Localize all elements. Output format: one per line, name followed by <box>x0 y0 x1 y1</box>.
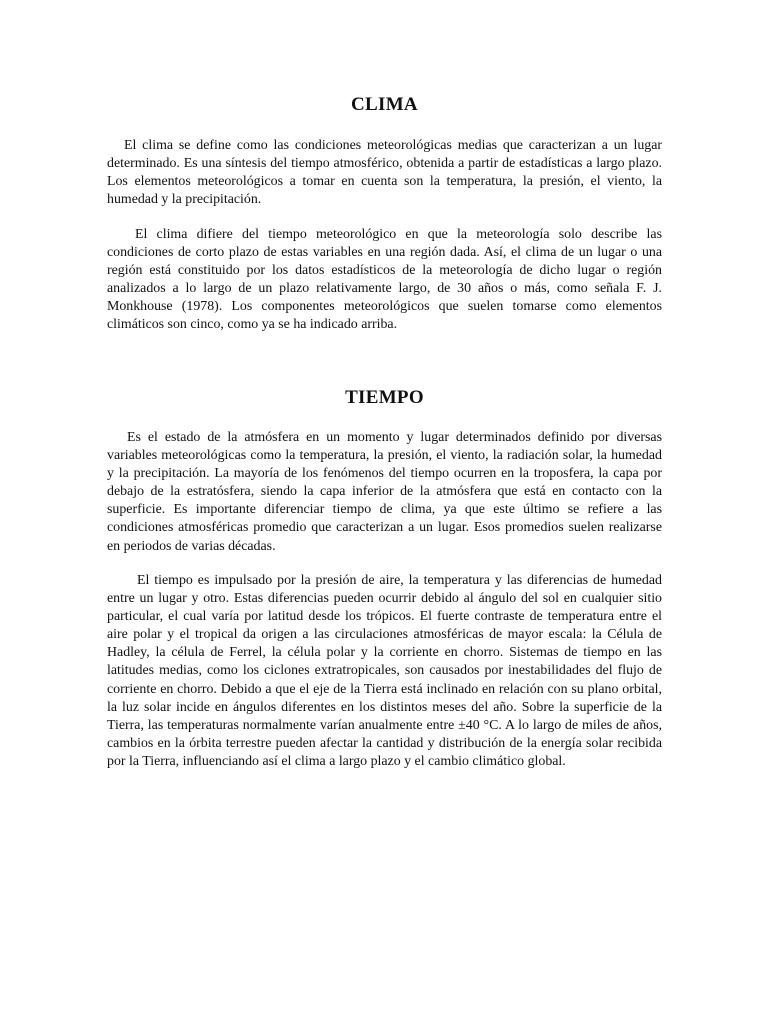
tiempo-paragraph-1: Es el estado de la atmósfera en un momento y lugar determinados definido por diversas variables meteorológicas como la temperatura, la presión, el viento, la radiación solar, la humedad y la precipitación. La mayoría de los fenómenos del tiempo ocurren en la troposfera, la capa por debajo de la estratósfera, siendo la capa inferior de la atmósfera que está en contacto con la superficie. Es importante diferenciar tiempo de clima, ya que este último se refiere a las condiciones atmosféricas promedio que caracterizan a un lugar. Esos promedios suelen realizarse en periodos de varias décadas. <box>107 430 662 554</box>
tiempo-paragraph-2: El tiempo es impulsado por la presión de aire, la temperatura y las diferencias de humedad entre un lugar y otro. Estas diferencias pueden ocurrir debido al ángulo del sol en cualquier sitio particular, el cual varía por latitud desde los trópicos. El fuerte contraste de temperatura entre el aire polar y el tropical da origen a las circulaciones atmosféricas de mayor escala: la Célula de Hadley, la célula de Ferrel, la célula polar y la corriente en chorro. Sistemas de tiempo en las latitudes medias, como los ciclones extratropicales, son causados por inestabilidades del flujo de corriente en chorro. Debido a que el eje de la Tierra está inclinado en relación con su plano orbital, la luz solar incide en ángulos diferentes en los distintos meses del año. Sobre la superficie de la Tierra, las temperaturas normalmente varían anualmente entre ±40 °C. A lo largo de miles de años, cambios en la órbita terrestre pueden afectar la cantidad y distribución de la energía solar recibida por la Tierra, influenciando así el clima a largo plazo y el cambio climático global. <box>107 573 662 769</box>
section-title-tiempo: TIEMPO <box>345 387 424 408</box>
section-title-clima: CLIMA <box>351 94 418 115</box>
clima-paragraph-2: El clima difiere del tiempo meteorológico en que la meteorología solo describe las condiciones de corto plazo de estas variables en una región dada. Así, el clima de un lugar o una región está constituido por los datos estadísticos de la meteorología de dicho lugar o región analizados a lo largo de un plazo relativamente largo, de 30 años o más, como señala F. J. Monkhouse (1978). Los componentes meteorológicos que suelen tomarse como elementos climáticos son cinco, como ya se ha indicado arriba. <box>107 227 662 333</box>
clima-paragraph-1: El clima se define como las condiciones meteorológicas medias que caracterizan a un lugar determinado. Es una síntesis del tiempo atmosférico, obtenida a partir de estadísticas a largo plazo. Los elementos meteorológicos a tomar en cuenta son la temperatura, la presión, el viento, la humedad y la precipitación. <box>107 138 662 208</box>
